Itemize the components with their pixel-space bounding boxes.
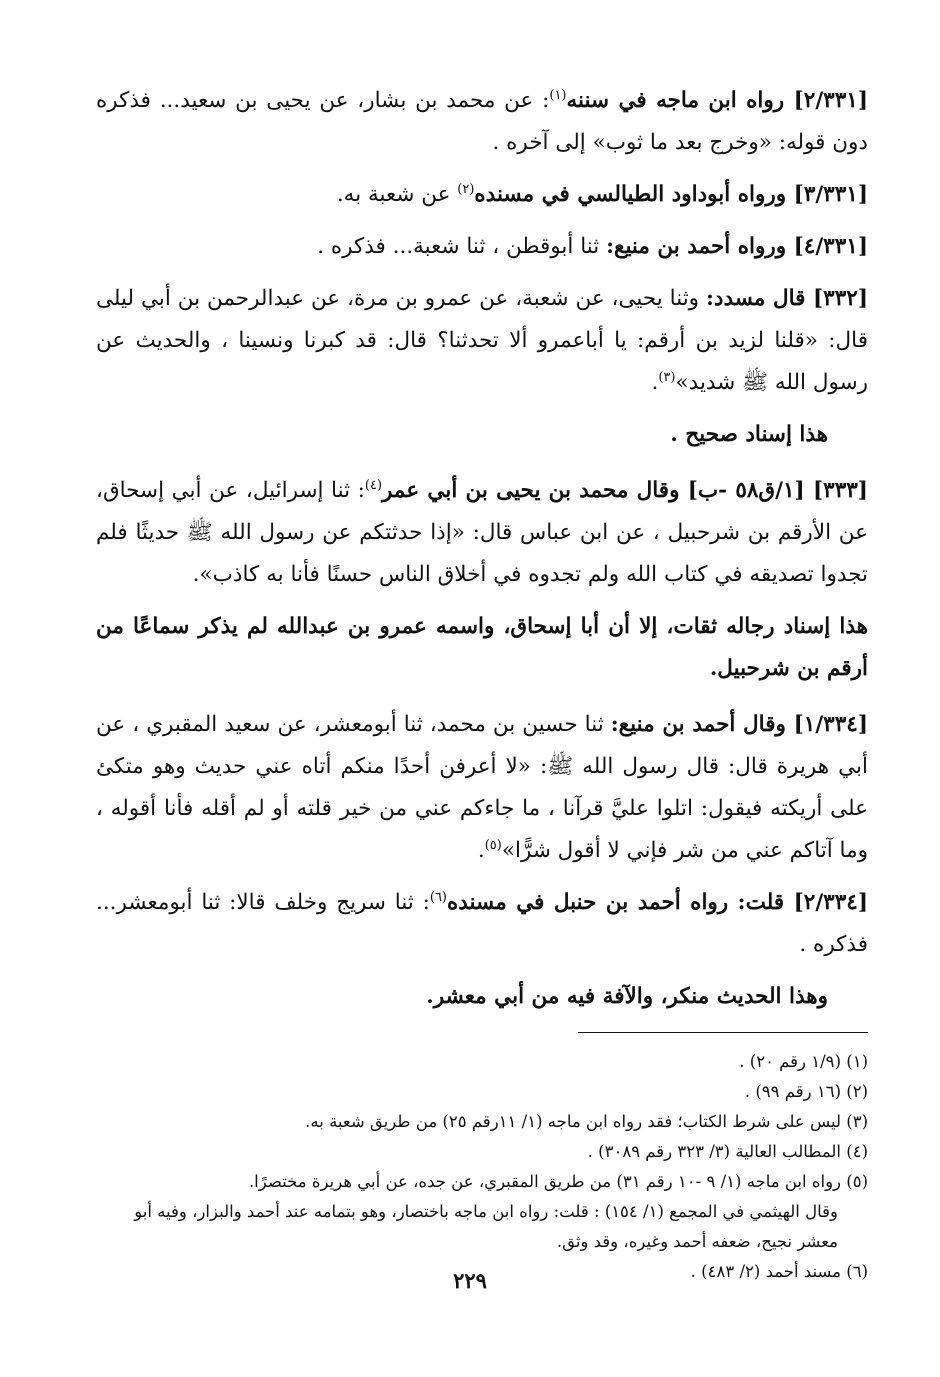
footnote-1: (١) (١/٩ رقم ٢٠) . <box>739 1052 868 1071</box>
footnote-ref[interactable]: (١) <box>549 87 567 103</box>
footnote-ref[interactable]: (٢) <box>457 181 475 197</box>
footnote-3: (٣) ليس على شرط الكتاب؛ فقد رواه ابن ماجه (١/ ١١رقم ٢٥) من طريق شعبة به. <box>305 1112 868 1131</box>
paragraph-334-1 <box>96 704 868 872</box>
footnote-ref[interactable]: (٣) <box>658 369 676 385</box>
paragraph-334-2 <box>96 882 868 966</box>
footnote-6: (٦) مسند أحمد (٢/ ٤٨٣) . <box>690 1262 868 1281</box>
paragraph-text: : عن محمد بن بشار، عن يحيى بن سعيد... فذكره دون قوله: «وخرج بعد ما ثوب» إلى آخره . <box>96 88 868 155</box>
paragraph-prefix: [٣/٣٣١] ورواه أبوداود الطيالسي في مسنده <box>474 182 868 207</box>
paragraph-text: عن شعبة به. <box>336 182 458 207</box>
footnote-ref[interactable]: (٥) <box>484 837 502 853</box>
paragraph-text: : ثنا إسرائيل، عن أبي إسحاق، عن الأرقم بن شرحبيل ، عن ابن عباس قال: «إذا حدثتكم عن رسول الله ﷺ حديثًا فلم تجدوا تصديقه في كتاب الله ولم تجدوه في أخلاق الناس حسنًا فأنا به كاذب». <box>96 478 868 587</box>
paragraph-text: : ثنا سريج وخلف قالا: ثنا أبومعشر... فذكره . <box>96 890 868 957</box>
paragraph-333 <box>96 470 868 596</box>
paragraph-text: ثنا حسين بن محمد، ثنا أبومعشر، عن سعيد المقبري ، عن أبي هريرة قال: قال رسول الله ﷺ: «لا أعرفن أحدًا منكم أتاه عني حديث وهو متكئ على أريكته فيقول: اتلوا عليَّ قرآنا ، ما جاءكم عني من خير قلته أو لم أقله فأنا أقوله ، وما آتاكم عني من شر فإني لا أقول شرًّا» <box>96 712 868 863</box>
footnote-ref[interactable]: (٤) <box>364 477 383 493</box>
verdict-munkar: وهذا الحديث منكر، والآفة فيه من أبي معشر. <box>426 984 828 1009</box>
footnote-2: (٢) (١٦ رقم ٩٩) . <box>744 1082 868 1101</box>
paragraph-prefix: [١/٣٣٤] وقال أحمد بن منيع: <box>610 712 868 737</box>
paragraph-prefix: [٢/٣٣٤] قلت: رواه أحمد بن حنبل في مسنده <box>447 890 868 915</box>
paragraph-tail: . <box>651 370 659 395</box>
paragraph-text: وثنا يحيى، عن شعبة، عن عمرو بن مرة، عن عبدالرحمن بن أبي ليلى قال: «قلنا لزيد بن أرقم: يا أباعمرو ألا تحدثنا؟ قال: قد كبرنا ونسينا ، والحديث عن رسول الله ﷺ شديد» <box>96 286 868 395</box>
paragraph-prefix: [٤/٣٣١] ورواه أحمد بن منيع: <box>606 234 868 259</box>
paragraph-331-2 <box>96 80 868 164</box>
verdict-sahih: هذا إسناد صحيح . <box>670 422 828 447</box>
page-number: ٢٢٩ <box>453 1268 487 1293</box>
paragraph-prefix: [٢/٣٣١] رواه ابن ماجه في سننه <box>566 88 868 113</box>
paragraph-prefix: [٣٣٣] [١/ق٥٨ -ب] وقال محمد بن يحيى بن أبي عمر <box>382 478 868 503</box>
paragraph-331-4 <box>96 226 868 268</box>
footnote-ref[interactable]: (٦) <box>429 889 447 905</box>
paragraph-332 <box>96 278 868 404</box>
paragraph-331-3 <box>96 174 868 216</box>
paragraph-tail: . <box>477 838 485 863</box>
paragraph-prefix: [٣٣٢] قال مسدد: <box>705 286 868 311</box>
footnote-4: (٤) المطالب العالية (٣/ ٣٢٣ رقم ٣٠٨٩) . <box>587 1142 868 1161</box>
paragraph-text: ثنا أبوقطن ، ثنا شعبة... فذكره . <box>317 234 607 259</box>
verdict-thiqat: هذا إسناد رجاله ثقات، إلا أن أبا إسحاق، واسمه عمرو بن عبدالله لم يذكر سماعًا من أرقم بن شرحبيل. <box>96 614 868 681</box>
footnote-5-continued: وقال الهيثمي في المجمع (١/ ١٥٤) : قلت: رواه ابن ماجه باختصار، وهو بتمامه عند أحمد والبزار، وفيه أبو معشر نجيح، ضعفه أحمد وغيره، وقد وثق. <box>134 1202 838 1251</box>
footnote-separator <box>578 1032 868 1033</box>
footnotes <box>96 1047 868 1287</box>
footnote-5: (٥) رواه ابن ماجه (١/ ٩ -١٠ رقم ٣١) من طريق المقبري، عن جده، عن أبي هريرة مختصرًا. <box>248 1172 868 1191</box>
